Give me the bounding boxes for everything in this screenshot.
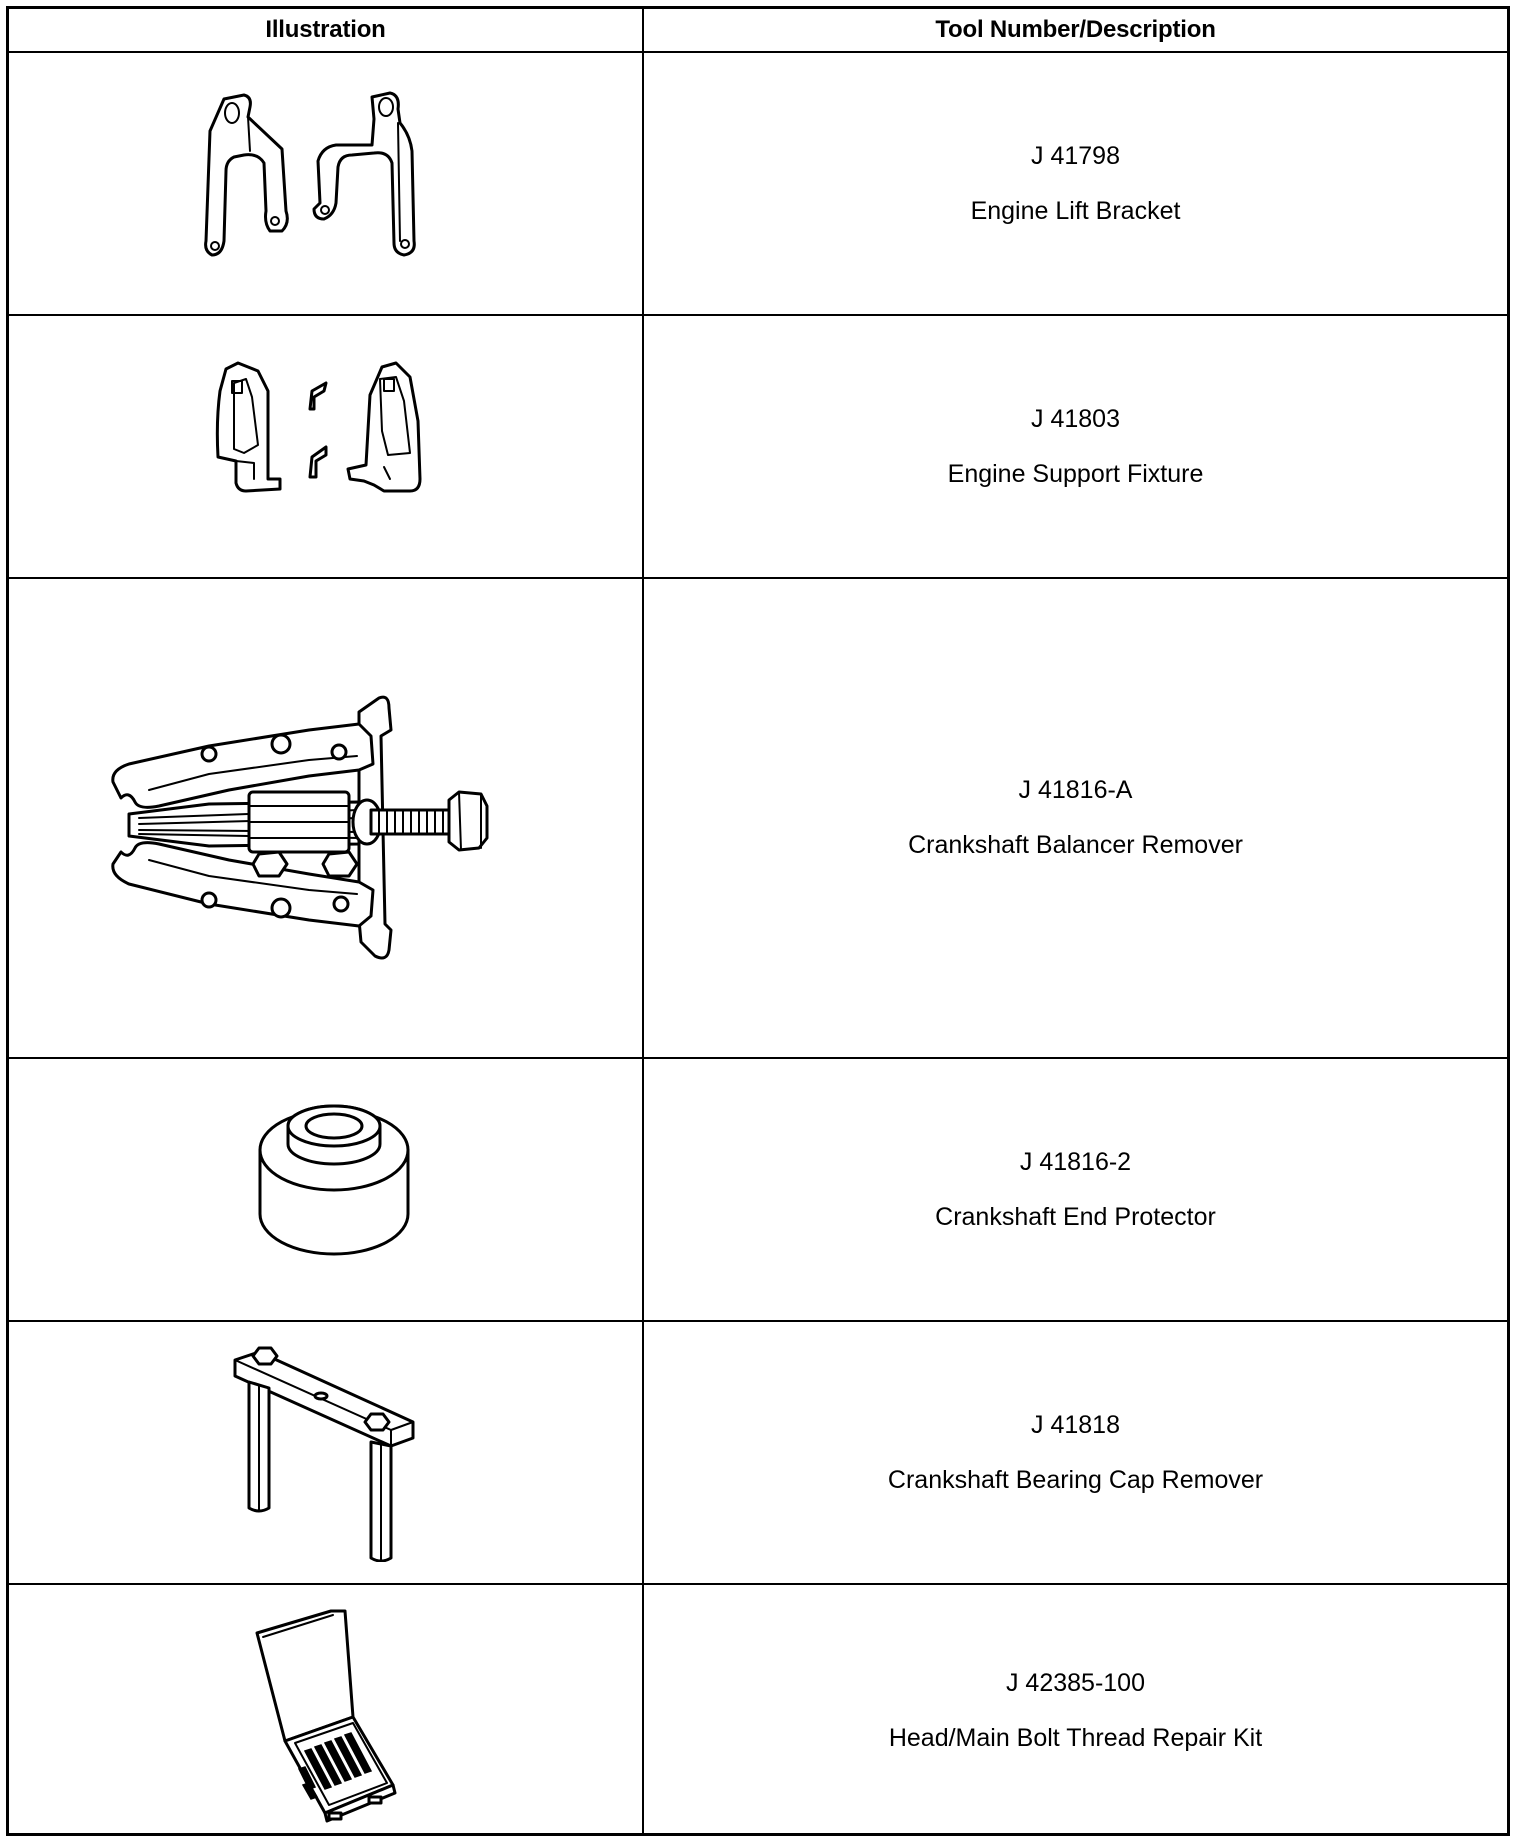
illustration-cell: [9, 1059, 644, 1320]
table-row: [9, 579, 1507, 1059]
tool-description: Crankshaft Bearing Cap Remover: [887, 1465, 1264, 1494]
crankshaft-bearing-cap-remover-illustration: [229, 1342, 429, 1562]
table-row: [9, 1059, 1507, 1322]
tool-number: J 41803: [1031, 404, 1120, 433]
illustration-cell: [9, 579, 644, 1057]
tool-number: J 41798: [1031, 141, 1120, 170]
description-cell: [644, 1322, 1507, 1583]
table-header: [9, 9, 1507, 53]
description-cell: [644, 1059, 1507, 1320]
tool-description: Crankshaft End Protector: [935, 1202, 1216, 1231]
tool-description: Engine Support Fixture: [947, 459, 1204, 488]
crankshaft-end-protector-illustration: [254, 1104, 414, 1264]
tool-number: J 41818: [1031, 1410, 1120, 1439]
tool-number: J 41816-2: [1019, 1147, 1132, 1176]
engine-support-fixture-illustration: [214, 361, 444, 501]
header-illustration: Illustration: [9, 9, 644, 51]
illustration-cell: [9, 1322, 644, 1583]
description-cell: [644, 53, 1507, 314]
thread-repair-kit-illustration: [249, 1607, 429, 1827]
illustration-cell: [9, 53, 644, 314]
table-row: [9, 1585, 1507, 1836]
table-row: [9, 316, 1507, 579]
illustration-cell: [9, 1585, 644, 1836]
illustration-cell: [9, 316, 644, 577]
table-row: [9, 53, 1507, 316]
tool-description: Engine Lift Bracket: [970, 196, 1181, 225]
tool-description: Head/Main Bolt Thread Repair Kit: [888, 1723, 1263, 1752]
table-row: [9, 1322, 1507, 1585]
tool-number: J 42385-100: [1005, 1668, 1145, 1697]
tool-number: J 41816-A: [1018, 776, 1133, 804]
description-cell: [644, 579, 1507, 1057]
description-cell: [644, 1585, 1507, 1836]
crankshaft-balancer-remover-illustration: [109, 694, 559, 964]
tool-description: Crankshaft Balancer Remover: [908, 831, 1243, 859]
description-cell: [644, 316, 1507, 577]
header-tool-number-description: Tool Number/Description: [935, 16, 1216, 43]
engine-lift-bracket-illustration: [204, 91, 454, 261]
special-tools-table: [6, 6, 1510, 1836]
